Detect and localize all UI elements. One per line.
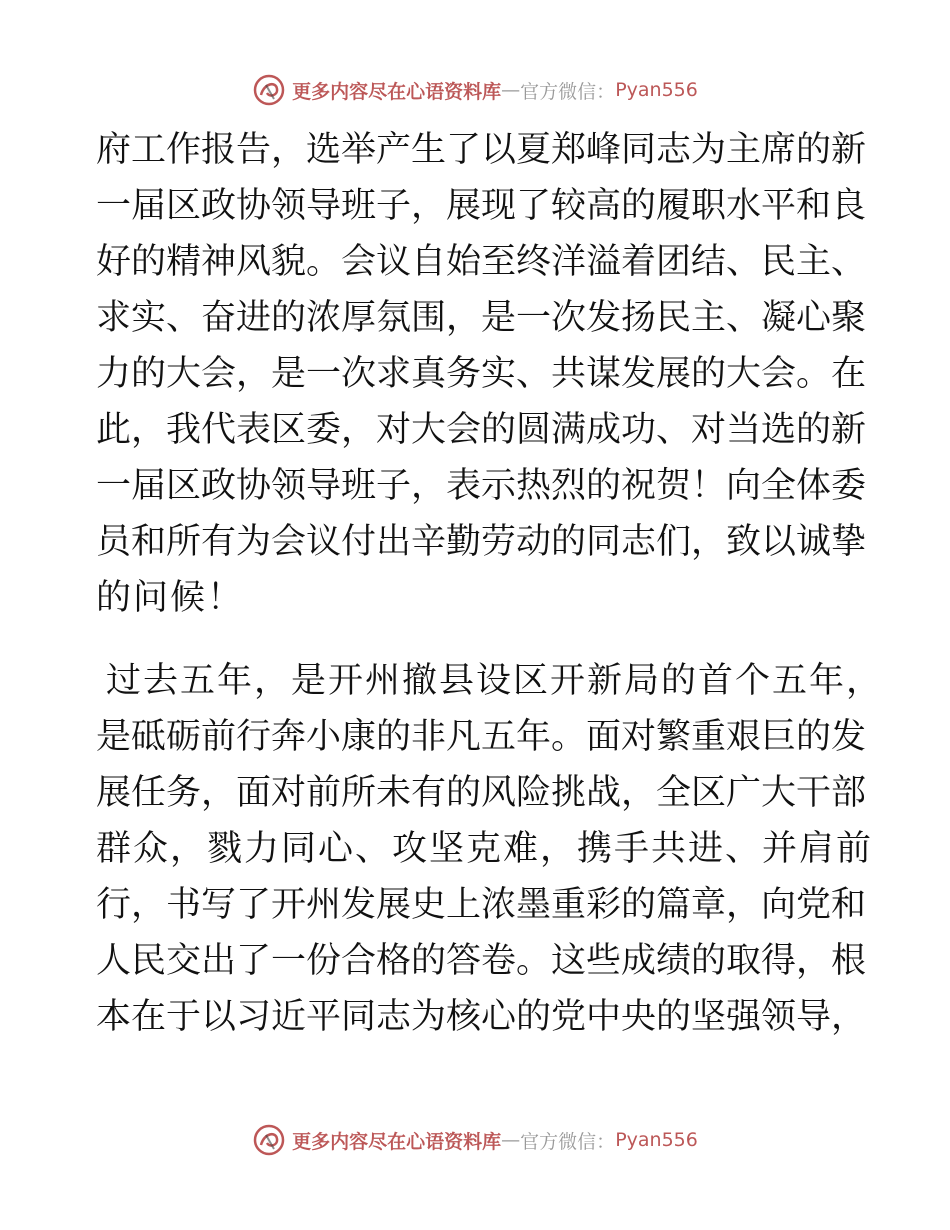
paragraph-2 [96, 653, 884, 1045]
watermark-main-text: 更多内容尽在心语资料库 [292, 80, 502, 103]
footer-watermark [0, 1120, 950, 1160]
watermark-separator: — [501, 79, 521, 101]
header-watermark [0, 70, 950, 110]
text-line: 府工作报告，选举产生了以夏郑峰同志为主席的新 [96, 130, 867, 170]
text-line: 的问候！ [96, 578, 245, 618]
watermark-account-id: Pyan556 [615, 1129, 698, 1151]
document-body [96, 122, 884, 1045]
text-line: 本在于以习近平同志为核心的党中央的坚强领导， [96, 997, 867, 1037]
text-line: 员和所有为会议付出辛勤劳动的同志们，致以诚挚 [96, 522, 867, 562]
text-line: 群众，戮力同心、攻坚克难，携手共进、并肩前 [96, 829, 874, 869]
swirl-logo-icon [252, 73, 286, 107]
watermark-account-id: Pyan556 [615, 79, 698, 101]
text-line: 行，书写了开州发展史上浓墨重彩的篇章，向党和 [96, 885, 867, 925]
watermark-text [292, 1127, 698, 1154]
text-line: 人民交出了一份合格的答卷。这些成绩的取得，根 [96, 941, 867, 981]
text-line: 此，我代表区委，对大会的圆满成功、对当选的新 [96, 410, 867, 450]
paragraph-spacer [96, 626, 851, 653]
watermark-account-label: 官方微信： [520, 1130, 616, 1153]
watermark-separator: — [501, 1129, 521, 1151]
text-line: 过去五年，是开州撤县设区开新局的首个五年， [106, 661, 884, 701]
watermark-account-label: 官方微信： [520, 80, 616, 103]
swirl-logo-icon [252, 1123, 286, 1157]
watermark-text [292, 77, 698, 104]
text-line: 一届区政协领导班子，展现了较高的履职水平和良 [96, 186, 867, 226]
watermark-main-text: 更多内容尽在心语资料库 [292, 1130, 502, 1153]
text-line: 一届区政协领导班子，表示热烈的祝贺！向全体委 [96, 466, 867, 506]
text-line: 是砥砺前行奔小康的非凡五年。面对繁重艰巨的发 [96, 717, 867, 757]
text-line: 力的大会，是一次求真务实、共谋发展的大会。在 [96, 354, 867, 394]
paragraph-1 [96, 122, 867, 626]
text-line: 求实、奋进的浓厚氛围，是一次发扬民主、凝心聚 [96, 298, 867, 338]
text-line: 好的精神风貌。会议自始至终洋溢着团结、民主、 [96, 242, 867, 282]
text-line: 展任务，面对前所未有的风险挑战，全区广大干部 [96, 773, 867, 813]
